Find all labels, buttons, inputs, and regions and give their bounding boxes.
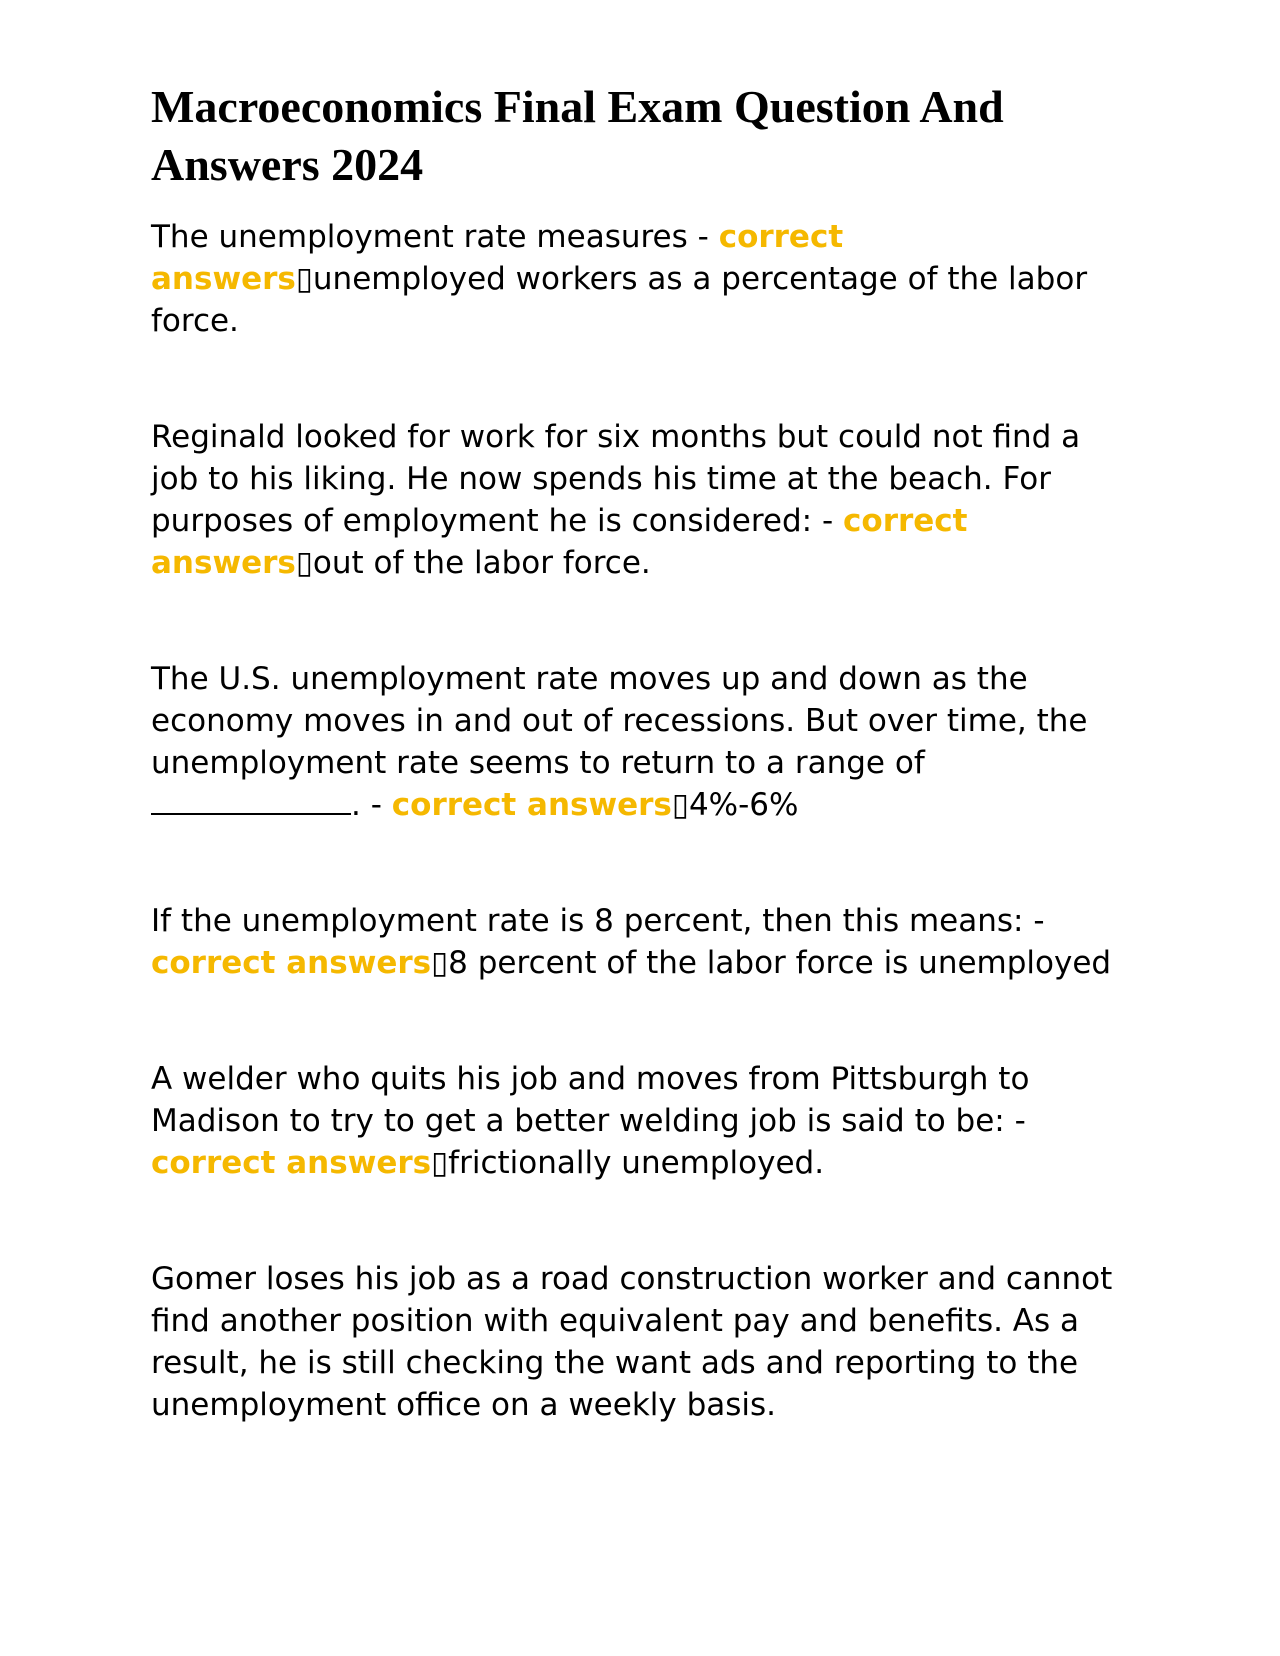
question-text: The U.S. unemployment rate moves up and down as the economy moves in and out of recessions. But over time, the unemployment rate seems to return to a range of: [151, 661, 1088, 781]
answer-marker: correct answers: [151, 219, 844, 297]
answer-marker: correct answers: [151, 945, 432, 981]
question-text-end: .: [351, 787, 361, 823]
qa-item-4: [151, 900, 1131, 984]
qa-item-1: [151, 216, 1131, 342]
question-text: The unemployment rate measures: [151, 219, 688, 255]
separator: -: [812, 503, 844, 539]
answer-text: frictionally unemployed.: [448, 1145, 825, 1181]
question-text: Reginald looked for work for six months but could not find a job to his liking. He now spends his time at the beach. For purposes of employment he is considered:: [151, 419, 1081, 539]
separator: -: [1004, 1103, 1026, 1139]
box-glyph-icon: ▯: [431, 945, 449, 981]
document-page: [151, 0, 1131, 1426]
answer-marker: correct answers: [151, 503, 968, 581]
box-glyph-icon: ▯: [295, 261, 313, 297]
answer-text: 4%-6%: [688, 787, 799, 823]
separator: -: [1023, 903, 1045, 939]
separator: -: [360, 787, 392, 823]
fill-in-blank: [151, 787, 351, 815]
qa-item-6: [151, 1258, 1131, 1426]
question-text: Gomer loses his job as a road construction worker and cannot find another position with equivalent pay and benefits. As a result, he is still checking the want ads and reporting to the unemployment office on a weekly basis.: [151, 1261, 1113, 1423]
answer-text: 8 percent of the labor force is unemployed: [448, 945, 1112, 981]
box-glyph-icon: ▯: [431, 1145, 449, 1181]
answer-text: unemployed workers as a percentage of the labor force.: [151, 261, 1088, 339]
answer-marker: correct answers: [391, 787, 672, 823]
question-text: If the unemployment rate is 8 percent, then this means:: [151, 903, 1024, 939]
box-glyph-icon: ▯: [295, 545, 313, 581]
answer-marker: correct answers: [151, 1145, 432, 1181]
document-title: Macroeconomics Final Exam Question And Answers 2024: [151, 81, 1004, 190]
qa-item-3: [151, 658, 1131, 826]
answer-text: out of the labor force.: [312, 545, 651, 581]
qa-item-5: [151, 1058, 1131, 1184]
separator: -: [687, 219, 719, 255]
question-text: A welder who quits his job and moves from Pittsburgh to Madison to try to get a better welding job is said to be:: [151, 1061, 1030, 1139]
qa-item-2: [151, 416, 1131, 584]
box-glyph-icon: ▯: [671, 787, 689, 823]
